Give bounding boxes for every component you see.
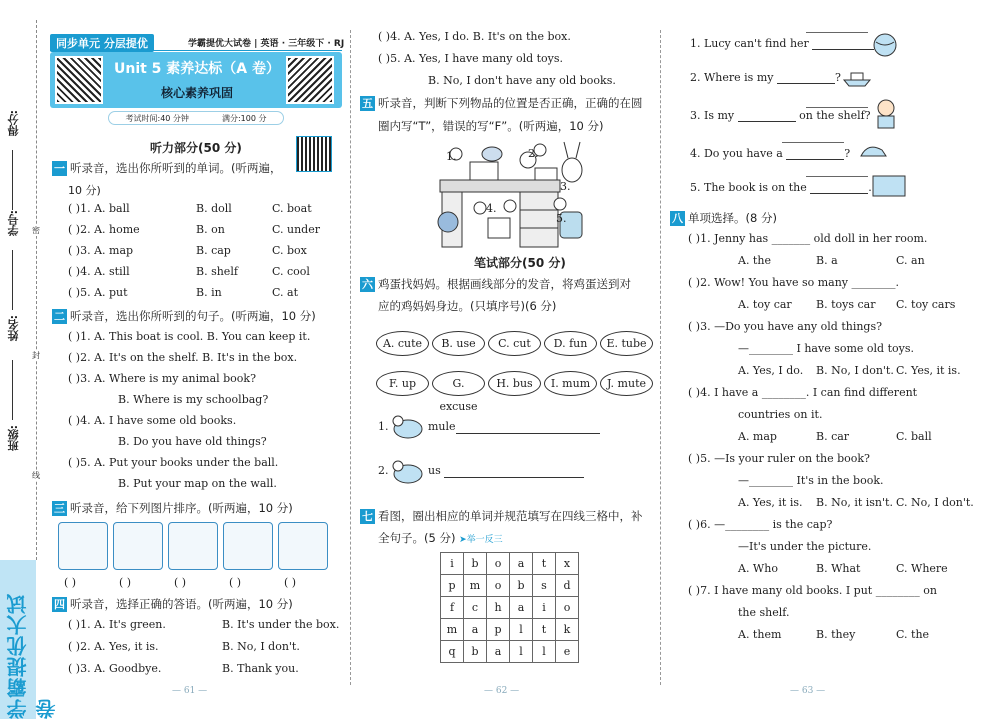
page-number-61: — 61 — bbox=[172, 686, 208, 696]
s4-item: ( )3. A. Goodbye. bbox=[68, 662, 162, 675]
s3-picture bbox=[113, 522, 163, 570]
pos-label-3: 3. bbox=[560, 180, 571, 193]
s8-option: A. Yes, I do. bbox=[738, 364, 804, 377]
qr-code-audio bbox=[296, 136, 332, 172]
s8-option: B. No, it isn't. bbox=[816, 496, 893, 509]
pos-label-5: 5. bbox=[556, 212, 567, 225]
grid-letter: l bbox=[533, 641, 556, 663]
grid-letter: o bbox=[487, 575, 510, 597]
grid-letter: b bbox=[464, 641, 487, 663]
egg-option: B. use bbox=[432, 331, 485, 356]
s3-picture bbox=[223, 522, 273, 570]
grid-letter: i bbox=[441, 553, 464, 575]
s1-option-c: C. at bbox=[272, 286, 298, 299]
s4-item: B. No, I don't have any old books. bbox=[428, 74, 616, 87]
s8-option: A. toy car bbox=[738, 298, 792, 311]
s7-q5: 5. The book is on the . bbox=[690, 181, 872, 194]
pos-label-1: 1. bbox=[446, 150, 457, 163]
section-5-header: 五 听录音，判断下列物品的位置是否正确，正确的在圆 bbox=[362, 96, 643, 110]
s2-item: B. Put your map on the wall. bbox=[118, 477, 277, 490]
section-2-header: 二 听录音，选出你所听到的句子。(听两遍，10 分) bbox=[54, 309, 316, 323]
hen-1-icon bbox=[390, 413, 424, 441]
s8-option: B. toys car bbox=[816, 298, 876, 311]
egg-option: J. mute bbox=[600, 371, 653, 396]
qr-code-left bbox=[55, 56, 103, 104]
s1-option-b: B. shelf bbox=[196, 265, 238, 278]
s8-question-cont: —It's under the picture. bbox=[738, 540, 872, 553]
grid-letter: a bbox=[487, 641, 510, 663]
egg-option: C. cut bbox=[488, 331, 541, 356]
s8-option: B. car bbox=[816, 430, 850, 443]
s8-option: C. toy cars bbox=[896, 298, 956, 311]
s2-item: B. Do you have old things? bbox=[118, 435, 267, 448]
s8-question: ( )2. Wow! You have so many ________. bbox=[688, 276, 900, 289]
s3-answer-bracket: ( ) bbox=[64, 576, 77, 589]
grid-letter: c bbox=[464, 597, 487, 619]
header-right: 学霸提优大试卷 | 英语 · 三年级下 · RJ bbox=[188, 39, 345, 49]
writing-part-title: 笔试部分(50 分) bbox=[474, 256, 566, 270]
s8-option: B. What bbox=[816, 562, 861, 575]
grid-letter: s bbox=[533, 575, 556, 597]
s8-question-cont: —________ It's in the book. bbox=[738, 474, 884, 487]
s8-option: B. they bbox=[816, 628, 856, 641]
grid-letter: m bbox=[441, 619, 464, 641]
grid-letter: t bbox=[533, 619, 556, 641]
s7-q2: 2. Where is my ? bbox=[690, 71, 841, 84]
s3-answer-bracket: ( ) bbox=[119, 576, 132, 589]
grid-letter: k bbox=[556, 619, 579, 641]
grid-letter: l bbox=[510, 641, 533, 663]
grid-letter: d bbox=[556, 575, 579, 597]
section-4-header: 四 听录音，选择正确的答语。(听两遍，10 分) bbox=[54, 597, 293, 611]
s3-picture bbox=[58, 522, 108, 570]
grid-letter: e bbox=[556, 641, 579, 663]
seal-xian: 线 bbox=[32, 471, 40, 480]
grid-letter: a bbox=[510, 553, 533, 575]
s8-option: C. the bbox=[896, 628, 930, 641]
section-1-header: 一 听录音，选出你所听到的单词。(听两遍， bbox=[54, 161, 282, 175]
grid-letter: q bbox=[441, 641, 464, 663]
grid-letter: m bbox=[464, 575, 487, 597]
page-number-62: — 62 — bbox=[484, 686, 520, 696]
grid-letter: o bbox=[556, 597, 579, 619]
egg-option: E. tube bbox=[600, 331, 653, 356]
section-6-title-cont: 应的鸡妈妈身边。(只填序号)(6 分) bbox=[378, 299, 557, 313]
egg-option: I. mum bbox=[544, 371, 597, 396]
grid-letter: p bbox=[441, 575, 464, 597]
egg-option: A. cute bbox=[376, 331, 429, 356]
girl-icon bbox=[872, 98, 900, 130]
section-8-header: 八 单项选择。(8 分) bbox=[672, 211, 777, 225]
listening-part-title: 听力部分(50 分) bbox=[150, 141, 242, 155]
s1-item: ( )1. A. ball bbox=[68, 202, 130, 215]
pos-label-4: 4. bbox=[486, 202, 497, 215]
grid-letter: i bbox=[533, 597, 556, 619]
shelf-picture-icon bbox=[872, 175, 906, 197]
seal-feng: 封 bbox=[32, 351, 40, 360]
s2-item: B. Where is my schoolbag? bbox=[118, 393, 269, 406]
s1-item: ( )4. A. still bbox=[68, 265, 130, 278]
s8-question: ( )5. —Is your ruler on the book? bbox=[688, 452, 870, 465]
s8-option: C. an bbox=[896, 254, 925, 267]
s8-option: C. Where bbox=[896, 562, 948, 575]
s1-item: ( )5. A. put bbox=[68, 286, 128, 299]
pos-label-2: 2. bbox=[528, 147, 539, 160]
grid-letter: t bbox=[533, 553, 556, 575]
s1-option-b: B. cap bbox=[196, 244, 231, 257]
section-1-score: 10 分) bbox=[68, 184, 101, 197]
s4-item: ( )4. A. Yes, I do. B. It's on the box. bbox=[378, 30, 571, 43]
s8-option: A. Who bbox=[738, 562, 778, 575]
s8-option: C. ball bbox=[896, 430, 932, 443]
s8-option: A. the bbox=[738, 254, 771, 267]
s4-option-b: B. No, I don't. bbox=[222, 640, 300, 653]
hen-2-icon bbox=[390, 458, 424, 486]
s2-item: ( )2. A. It's on the shelf. B. It's in the box. bbox=[68, 351, 298, 364]
binding-sidebar bbox=[0, 0, 59, 719]
s2-item: ( )4. A. I have some old books. bbox=[68, 414, 237, 427]
hen-2-label: 2. bbox=[378, 464, 389, 477]
grid-letter: x bbox=[556, 553, 579, 575]
ball-icon bbox=[872, 32, 898, 58]
hen-1-word: mule bbox=[428, 420, 456, 433]
egg-option: H. bus bbox=[488, 371, 541, 396]
exam-time: 考试时间:40 分钟 bbox=[125, 113, 189, 123]
section-3-header: 三 听录音，给下列图片排序。(听两遍，10 分) bbox=[54, 501, 293, 515]
s4-option-b: B. It's under the box. bbox=[222, 618, 340, 631]
s1-option-b: B. in bbox=[196, 286, 222, 299]
qr-code-right bbox=[286, 56, 334, 104]
s8-option: B. No, I don't. bbox=[816, 364, 894, 377]
egg-option: G. excuse bbox=[432, 371, 485, 396]
s8-question: ( )6. —________ is the cap? bbox=[688, 518, 833, 531]
s7-q4: 4. Do you have a ? bbox=[690, 147, 851, 160]
egg-option: F. up bbox=[376, 371, 429, 396]
class-label: 班级: bbox=[7, 425, 20, 452]
seal-mi: 密 bbox=[32, 226, 40, 235]
name-label: 姓名: bbox=[7, 315, 20, 342]
s4-item: ( )2. A. Yes, it is. bbox=[68, 640, 159, 653]
word-search-grid bbox=[440, 552, 579, 663]
section-7-title-cont: 全句子。(5 分) ➤举一反三 bbox=[378, 531, 503, 545]
boat-icon bbox=[842, 68, 872, 88]
s8-question-cont: —________ I have some old toys. bbox=[738, 342, 914, 355]
s4-item: ( )1. A. It's green. bbox=[68, 618, 166, 631]
s4-option-b: B. Thank you. bbox=[222, 662, 299, 675]
grid-letter: h bbox=[487, 597, 510, 619]
s8-question-cont: countries on it. bbox=[738, 408, 823, 421]
unit-title: Unit 5 素养达标（A 卷） bbox=[113, 61, 281, 77]
s1-option-c: C. under bbox=[272, 223, 320, 236]
grid-letter: o bbox=[487, 553, 510, 575]
hen-1-label: 1. bbox=[378, 420, 389, 433]
page-number-63: — 63 — bbox=[790, 686, 826, 696]
s2-item: ( )5. A. Put your books under the ball. bbox=[68, 456, 279, 469]
s2-item: ( )3. A. Where is my animal book? bbox=[68, 372, 256, 385]
unit-subtitle: 核心素养巩固 bbox=[160, 86, 233, 100]
grid-letter: l bbox=[510, 619, 533, 641]
egg-option: D. fun bbox=[544, 331, 597, 356]
grid-letter: f bbox=[441, 597, 464, 619]
s7-q1: 1. Lucy can't find her bbox=[690, 37, 874, 50]
s1-item: ( )3. A. map bbox=[68, 244, 134, 257]
brand-vertical: 学霸提优大试卷 bbox=[6, 593, 59, 719]
s3-answer-bracket: ( ) bbox=[229, 576, 242, 589]
s1-option-b: B. doll bbox=[196, 202, 232, 215]
grid-letter: b bbox=[510, 575, 533, 597]
section-6-header: 六 鸡蛋找妈妈。根据画线部分的发音，将鸡蛋送到对 bbox=[362, 277, 631, 291]
score-label: 得分: bbox=[7, 110, 20, 137]
s1-option-c: C. cool bbox=[272, 265, 310, 278]
s1-option-c: C. boat bbox=[272, 202, 312, 215]
grid-letter: b bbox=[464, 553, 487, 575]
s7-q3: 3. Is my on the shelf? bbox=[690, 109, 871, 122]
exam-score: 满分:100 分 bbox=[221, 113, 267, 123]
s8-question: ( )3. —Do you have any old things? bbox=[688, 320, 883, 333]
section-5-title-cont: 圈内写“T”，错误的写“F”。(听两遍，10 分) bbox=[378, 119, 604, 133]
s3-picture bbox=[278, 522, 328, 570]
s8-question-cont: the shelf. bbox=[738, 606, 790, 619]
s8-option: A. them bbox=[738, 628, 782, 641]
s3-answer-bracket: ( ) bbox=[174, 576, 187, 589]
grid-letter: p bbox=[487, 619, 510, 641]
student-id-label: 学号: bbox=[7, 210, 20, 237]
s1-option-c: C. box bbox=[272, 244, 307, 257]
s3-picture bbox=[168, 522, 218, 570]
exam-info-bar bbox=[108, 111, 284, 125]
s8-question: ( )4. I have a ________. I can find different bbox=[688, 386, 918, 399]
s1-item: ( )2. A. home bbox=[68, 223, 140, 236]
cap-icon bbox=[858, 140, 888, 162]
s8-option: B. a bbox=[816, 254, 838, 267]
header-left-tag: 同步单元 分层提优 bbox=[50, 34, 154, 52]
unit-banner bbox=[50, 52, 342, 108]
s4-item: ( )5. A. Yes, I have many old toys. bbox=[378, 52, 564, 65]
s8-option: A. map bbox=[738, 430, 777, 443]
hen-2-word: us bbox=[428, 464, 441, 477]
s8-question: ( )1. Jenny has _______ old doll in her room. bbox=[688, 232, 928, 245]
s8-option: A. Yes, it is. bbox=[738, 496, 803, 509]
grid-letter: a bbox=[510, 597, 533, 619]
s8-option: C. Yes, it is. bbox=[896, 364, 961, 377]
s8-option: C. No, I don't. bbox=[896, 496, 974, 509]
s8-question: ( )7. I have many old books. I put ________ on bbox=[688, 584, 937, 597]
s1-option-b: B. on bbox=[196, 223, 225, 236]
s3-answer-bracket: ( ) bbox=[284, 576, 297, 589]
grid-letter: a bbox=[464, 619, 487, 641]
s2-item: ( )1. A. This boat is cool. B. You can keep it. bbox=[68, 330, 311, 343]
section-7-header: 七 看图，圈出相应的单词并规范填写在四线三格中，补 bbox=[362, 509, 643, 523]
